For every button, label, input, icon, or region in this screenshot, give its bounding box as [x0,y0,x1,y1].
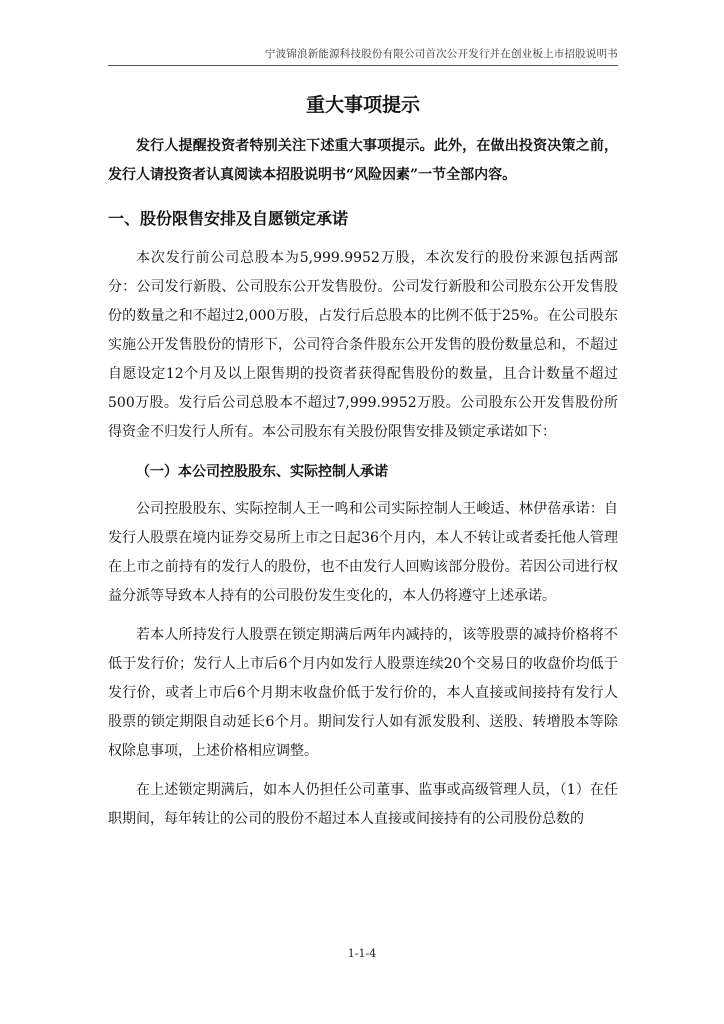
page-content [108,88,618,844]
paragraph-after-lockup: 在上述锁定期满后，如本人仍担任公司董事、监事或高级管理人员，（1）在任职期间，每年转让的公司的股份不超过本人直接或间接持有的公司股份总数的 [108,782,618,827]
running-header: 宁波锦浪新能源科技股份有限公司首次公开发行并在创业板上市招股说明书 [108,46,618,66]
paragraph-reduction-price: 若本人所持发行人股票在锁定期满后两年内减持的，该等股票的减持价格将不低于发行价；发行人上市后6个月内如发行人股票连续20个交易日的收盘价均低于发行价，或者上市后6个月期末收盘价低于发行价的，本人直接或间接持有发行人股票的锁定期限自动延长6个月。期间发行人如有派发股利、送股、转增股本等除权除息事项，上述价格相应调整。 [108,627,618,759]
page-title: 重大事项提示 [305,94,420,116]
subsection-heading-controlling-shareholder: （一）本公司控股股东、实际控制人承诺 [136,464,388,480]
page-number: 1-1-4 [347,947,377,960]
paragraph-lockup-commitment: 公司控股股东、实际控制人王一鸣和公司实际控制人王峻适、林伊蓓承诺：自发行人股票在境内证券交易所上市之日起36个月内，本人不转让或者委托他人管理在上市之前持有的发行人的股份，也不由发行人回购该部分股份。若因公司进行权益分派等导致本人持有的公司股份发生变化的，本人仍将遵守上述承诺。 [108,501,618,604]
intro-paragraph: 发行人提醒投资者特别关注下述重大事项提示。此外，在做出投资决策之前，发行人请投资者认真阅读本招股说明书“风险因素”一节全部内容。 [108,138,618,183]
section-paragraph-share-structure: 本次发行前公司总股本为5,999.9952万股，本次发行的股份来源包括两部分：公司发行新股、公司股东公开发售股份。公司发行新股和公司股东公开发售股份的数量之和不超过2,000万股，占发行后总股本的比例不低于25%。在公司股东实施公开发售股份的情形下，公司符合条件股东公开发售的股份数量总和，不超过自愿设定12个月及以上限售期的投资者获得配售股份的数量，且合计数量不超过500万股。发行后公司总股本不超过7,999.9952万股。公司股东公开发售股份所得资金不归发行人所有。本公司股东有关股份限售安排及锁定承诺如下： [108,250,618,440]
section-heading-lockup: 一、股份限售安排及自愿锁定承诺 [108,209,349,228]
